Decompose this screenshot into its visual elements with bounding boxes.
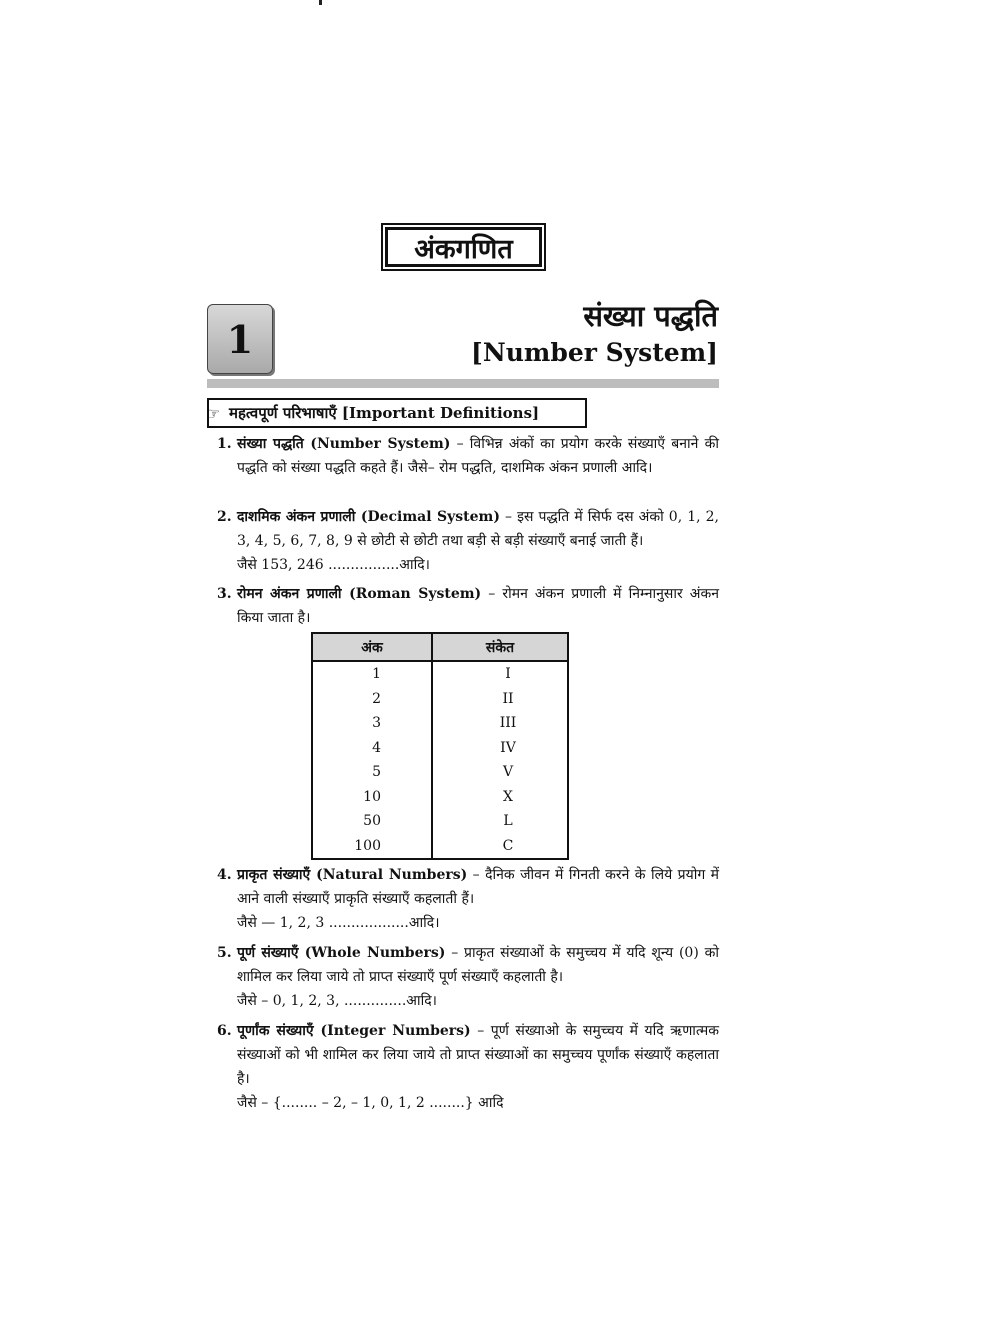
definition-term: प्राकृत संख्याएँ (Natural Numbers)	[237, 867, 468, 883]
table-row	[312, 834, 568, 860]
column-header-symbol: संकेत	[432, 633, 568, 661]
definition-text: – प्राकृत संख्याओं के समुच्चय में यदि शून्य (0) को शामिल कर लिया जाये तो प्राप्त संख्याएँ पूर्ण संख्याएँ कहलाती है।	[237, 945, 719, 985]
table-row	[312, 736, 568, 761]
digit-cell: 10	[312, 785, 432, 810]
definition-body	[237, 432, 719, 480]
definition-text: – पूर्ण संख्याओ के समुच्चय में यदि ऋणात्मक संख्याओं को भी शामिल कर लिया जाये तो प्राप्त संख्याओं का समुच्चय पूर्णांक संख्याएँ कहलाता है।	[237, 1023, 719, 1087]
definition-term: पूर्ण संख्याएँ (Whole Numbers)	[237, 945, 446, 961]
symbol-cell: V	[432, 760, 568, 785]
definition-example: जैसे 153, 246 ................आदि।	[237, 557, 430, 573]
symbol-cell: X	[432, 785, 568, 810]
symbol-cell: L	[432, 809, 568, 834]
symbol-cell: I	[432, 661, 568, 687]
table-row	[312, 687, 568, 712]
table-row	[312, 711, 568, 736]
definition-number: 4.	[217, 867, 232, 883]
symbol-cell: III	[432, 711, 568, 736]
digit-cell: 2	[312, 687, 432, 712]
definition-number: 3.	[217, 586, 232, 602]
definition-example: जैसे — 1, 2, 3 ..................आदि।	[237, 915, 440, 931]
symbol-cell: IV	[432, 736, 568, 761]
subject-title-box	[381, 223, 546, 271]
definition-number: 5.	[217, 945, 232, 961]
chapter-title-hindi: संख्या पद्धति	[583, 299, 718, 333]
chapter-title-english: [Number System]	[471, 338, 718, 367]
digit-cell: 1	[312, 661, 432, 687]
page-edge-mark	[319, 0, 322, 5]
subject-title: अंकगणित	[385, 227, 542, 267]
definition-item	[217, 941, 719, 1013]
definition-number: 2.	[217, 509, 232, 525]
digit-cell: 100	[312, 834, 432, 860]
definition-body	[237, 941, 719, 989]
chapter-divider	[207, 379, 719, 388]
definition-body	[237, 1019, 719, 1091]
definition-text: – रोमन अंकन प्रणाली में निम्नानुसार अंकन किया जाता है।	[237, 586, 720, 626]
definition-item	[217, 432, 719, 480]
chapter-number: 1	[207, 304, 273, 374]
definition-example: जैसे – 0, 1, 2, 3, ..............आदि।	[237, 993, 437, 1009]
definition-item	[217, 1019, 719, 1115]
symbol-cell: C	[432, 834, 568, 860]
definition-example: जैसे – {........ – 2, – 1, 0, 1, 2 ........} आदि	[237, 1095, 504, 1111]
table-row	[312, 661, 568, 687]
column-header-digit: अंक	[312, 633, 432, 661]
symbol-cell: II	[432, 687, 568, 712]
definition-text: – विभिन्न अंकों का प्रयोग करके संख्याएँ बनाने की पद्धति को संख्या पद्धति कहते हैं। जैसे– रोम पद्धति, दाशमिक अंकन प्रणाली आदि।	[237, 436, 719, 476]
definition-item	[217, 505, 719, 577]
roman-numeral-table	[311, 632, 569, 860]
table-row	[312, 760, 568, 785]
table-row	[312, 809, 568, 834]
section-header-label: महत्वपूर्ण परिभाषाएँ [Important Definitions]	[229, 404, 540, 422]
definition-body	[237, 505, 719, 553]
definition-number: 6.	[217, 1023, 232, 1039]
digit-cell: 50	[312, 809, 432, 834]
definition-term: संख्या पद्धति (Number System)	[237, 436, 451, 452]
definition-item	[217, 863, 719, 935]
table-row	[312, 785, 568, 810]
definition-body	[237, 582, 719, 630]
definition-term: दाशमिक अंकन प्रणाली (Decimal System)	[237, 509, 500, 525]
digit-cell: 4	[312, 736, 432, 761]
definition-text: – इस पद्धति में सिर्फ दस अंको 0, 1, 2, 3, 4, 5, 6, 7, 8, 9 से छोटी से छोटी तथा बड़ी से बड़ी संख्याएँ बनाई जाती हैं।	[237, 509, 719, 549]
definition-body	[237, 863, 719, 911]
pointing-hand-icon: ☞	[205, 403, 221, 423]
section-header	[207, 398, 587, 428]
table-header-row	[312, 633, 568, 661]
definition-number: 1.	[217, 436, 232, 452]
digit-cell: 5	[312, 760, 432, 785]
definition-text: – दैनिक जीवन में गिनती करने के लिये प्रयोग में आने वाली संख्याएँ प्राकृति संख्याएँ कहलाती हैं।	[237, 867, 719, 907]
definition-term: रोमन अंकन प्रणाली (Roman System)	[237, 586, 482, 602]
digit-cell: 3	[312, 711, 432, 736]
definition-term: पूर्णांक संख्याएँ (Integer Numbers)	[237, 1023, 471, 1039]
definition-item	[217, 582, 719, 630]
